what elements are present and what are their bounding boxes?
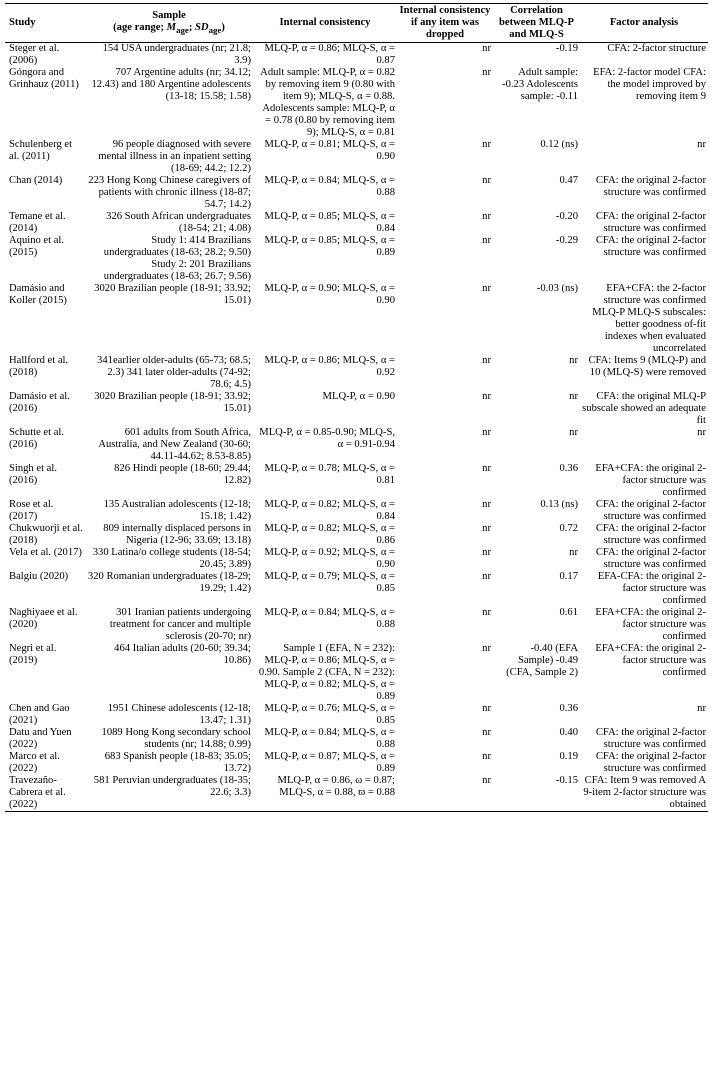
cell-internal-consistency [253, 463, 397, 499]
cell-factor-analysis [580, 499, 708, 523]
cell-study [5, 547, 85, 571]
cell-study [5, 607, 85, 643]
cell-factor-analysis-text: nr [697, 139, 706, 150]
cell-item-dropped [397, 607, 493, 643]
cell-sample-text: 330 Latina/o college students (18-54; 20.45; 3.89) [92, 547, 251, 570]
cell-study [5, 283, 85, 355]
cell-sample [85, 427, 253, 463]
cell-item-dropped-text: nr [482, 139, 491, 150]
cell-study [5, 463, 85, 499]
cell-correlation-text: Adult sample: -0.23 Adolescents sample: -0.11 [502, 67, 578, 102]
cell-sample-text: 326 South African undergraduates (18-54; 21; 4.08) [106, 211, 251, 234]
cell-factor-analysis-text: CFA: the original 2-factor structure was confirmed [595, 547, 706, 570]
cell-sample-text: 135 Australian adolescents (12-18; 15.18; 1.42) [103, 499, 251, 522]
cell-factor-analysis-text: EFA+CFA: the original 2-factor structure was confirmed [595, 643, 706, 678]
table-row [5, 67, 708, 139]
cell-sample [85, 523, 253, 547]
cell-factor-analysis [580, 607, 708, 643]
cell-internal-consistency [253, 727, 397, 751]
cell-study [5, 727, 85, 751]
cell-item-dropped [397, 463, 493, 499]
cell-internal-consistency [253, 211, 397, 235]
cell-internal-consistency-text: MLQ-P, α = 0.84; MLQ-S, α = 0.88 [264, 727, 395, 750]
table-row [5, 607, 708, 643]
cell-correlation-text: 0.19 [559, 751, 578, 762]
cell-factor-analysis-text: CFA: the original 2-factor structure was confirmed [595, 235, 706, 258]
cell-item-dropped [397, 67, 493, 139]
cell-study-text: Datu and Yuen (2022) [9, 727, 72, 750]
cell-internal-consistency [253, 139, 397, 175]
cell-internal-consistency [253, 391, 397, 427]
cell-correlation [493, 571, 580, 607]
cell-factor-analysis [580, 523, 708, 547]
cell-sample-text: 3020 Brazilian people (18-91; 33.92; 15.01) [94, 283, 251, 306]
cell-sample-text: 1089 Hong Kong secondary school students (nr; 14.88; 0.99) [101, 727, 251, 750]
cell-sample [85, 139, 253, 175]
cell-study-text: Travezaño-Cabrera et al. (2022) [9, 775, 66, 810]
cell-study-text: Aquino et al. (2015) [9, 235, 65, 258]
cell-correlation-text: -0.40 (EFA Sample) -0.49 (CFA, Sample 2) [506, 643, 578, 678]
cell-sample-text: Study 1: 414 Brazilians undergraduates (18-63; 28.2; 9.50) [103, 235, 251, 258]
cell-study-text: Singh et al. (2016) [9, 463, 57, 486]
cell-factor-analysis-text: nr [697, 427, 706, 438]
cell-factor-analysis [580, 571, 708, 607]
cell-item-dropped [397, 643, 493, 703]
cell-sample [85, 571, 253, 607]
cell-item-dropped [397, 703, 493, 727]
cell-internal-consistency-text: MLQ-P, α = 0.84; MLQ-S, α = 0.88 [264, 607, 395, 630]
cell-correlation [493, 643, 580, 703]
cell-correlation-text: 0.36 [559, 463, 578, 474]
cell-item-dropped-text: nr [482, 391, 491, 402]
cell-factor-analysis-text: CFA: the original 2-factor structure was confirmed [595, 175, 706, 198]
cell-study-text: Chan (2014) [9, 175, 63, 186]
header-item-dropped: Internal consistency if any item was dropped [399, 5, 491, 40]
cell-item-dropped-text: nr [482, 211, 491, 222]
cell-internal-consistency-text: MLQ-P, α = 0.92; MLQ-S, α = 0.90 [264, 547, 395, 570]
cell-factor-analysis [580, 391, 708, 427]
cell-item-dropped [397, 775, 493, 812]
cell-correlation [493, 727, 580, 751]
cell-sample [85, 499, 253, 523]
cell-correlation-text: nr [569, 391, 578, 402]
cell-item-dropped-text: nr [482, 643, 491, 654]
cell-factor-analysis [580, 283, 708, 355]
cell-item-dropped-text: nr [482, 523, 491, 534]
cell-study-text: Rose et al. (2017) [9, 499, 54, 522]
table-row [5, 427, 708, 463]
cell-correlation-text: nr [569, 547, 578, 558]
cell-internal-consistency-text: MLQ-P, α = 0.86; MLQ-S, α = 0.92 [264, 355, 395, 378]
cell-item-dropped [397, 499, 493, 523]
cell-correlation-text: -0.03 (ns) [536, 283, 578, 294]
cell-internal-consistency-text: Sample 1 (EFA, N = 232): MLQ-P, α = 0.86; MLQ-S, α = 0.90. Sample 2 (CFA, N = 232): MLQ-P, α = 0.82; MLQ-S, α = 0.89 [258, 643, 395, 702]
cell-item-dropped-text: nr [482, 175, 491, 186]
cell-study-text: Góngora and Grinhauz (2011) [9, 67, 79, 90]
cell-item-dropped-text: nr [482, 775, 491, 786]
table-row [5, 139, 708, 175]
cell-factor-analysis [580, 43, 708, 68]
cell-internal-consistency-text: MLQ-P, α = 0.90; MLQ-S, α = 0.90 [264, 283, 395, 306]
cell-item-dropped [397, 391, 493, 427]
cell-sample [85, 43, 253, 68]
cell-factor-analysis-text: CFA: 2-factor structure [607, 43, 706, 54]
header-factor-analysis: Factor analysis [609, 17, 679, 28]
cell-study [5, 499, 85, 523]
cell-factor-analysis [580, 463, 708, 499]
cell-internal-consistency [253, 607, 397, 643]
header-study: Study [9, 17, 36, 28]
cell-internal-consistency [253, 523, 397, 547]
cell-internal-consistency-text: MLQ-P, α = 0.79; MLQ-S, α = 0.85 [264, 571, 395, 594]
table-header-row [5, 4, 708, 43]
cell-factor-analysis [580, 727, 708, 751]
cell-internal-consistency-text: MLQ-P, α = 0.76; MLQ-S, α = 0.85 [264, 703, 395, 726]
cell-factor-analysis [580, 427, 708, 463]
cell-sample [85, 463, 253, 499]
cell-internal-consistency [253, 175, 397, 211]
cell-factor-analysis-text: CFA: the original 2-factor structure was confirmed [595, 523, 706, 546]
cell-study [5, 355, 85, 391]
cell-correlation [493, 283, 580, 355]
cell-factor-analysis-text: CFA: Item 9 was removed A 9-item 2-factor structure was obtained [583, 775, 706, 810]
cell-item-dropped [397, 283, 493, 355]
cell-correlation-text: nr [569, 427, 578, 438]
cell-correlation [493, 751, 580, 775]
cell-sample-text: 96 people diagnosed with severe mental illness in an inpatient setting (18-69; 44.2; 12.2) [98, 139, 251, 174]
cell-factor-analysis-text: EFA: 2-factor model CFA: the model improved by removing item 9 [593, 67, 706, 102]
cell-item-dropped [397, 235, 493, 283]
cell-correlation [493, 175, 580, 211]
cell-sample-text: 707 Argentine adults (nr; 34.12; 12.43) and 180 Argentine adolescents (13-18; 15.58; 1.58) [91, 67, 251, 102]
cell-sample-text: 223 Hong Kong Chinese caregivers of patients with chronic illness (18-87; 54.7; 14.2) [88, 175, 251, 210]
cell-study [5, 139, 85, 175]
cell-sample [85, 727, 253, 751]
cell-internal-consistency [253, 571, 397, 607]
cell-sample-text: 301 Iranian patients undergoing treatment for cancer and multiple sclerosis (20-70; nr) [109, 607, 251, 642]
table-row [5, 355, 708, 391]
cell-item-dropped-text: nr [482, 283, 491, 294]
cell-factor-analysis-text: CFA: the original 2-factor structure was confirmed [595, 211, 706, 234]
table-row [5, 175, 708, 211]
cell-study-text: Balgiu (2020) [9, 571, 69, 582]
table-row [5, 391, 708, 427]
table-row [5, 727, 708, 751]
cell-internal-consistency [253, 427, 397, 463]
cell-study [5, 643, 85, 703]
cell-sample-text: 826 Hindi people (18-60; 29.44; 12.82) [114, 463, 251, 486]
cell-item-dropped [397, 547, 493, 571]
cell-internal-consistency-text: MLQ-P, α = 0.86, ω = 0.87; MLQ-S, α = 0.88, ϖ = 0.88 [277, 775, 395, 798]
cell-factor-analysis-text: EFA+CFA: the original 2-factor structure was confirmed [595, 607, 706, 642]
cell-internal-consistency-text: MLQ-P, α = 0.85-0.90; MLQ-S, α = 0.91-0.94 [259, 427, 395, 450]
cell-factor-analysis [580, 703, 708, 727]
cell-internal-consistency-text: MLQ-P, α = 0.84; MLQ-S, α = 0.88 [264, 175, 395, 198]
cell-factor-analysis-text: nr [697, 703, 706, 714]
cell-sample-text: 601 adults from South Africa, Australia, and New Zealand (30-60; 44.11-44.62; 8.53-8.85) [98, 427, 251, 462]
cell-study [5, 775, 85, 812]
cell-sample-text: 683 Spanish people (18-83; 35.05; 13.72) [104, 751, 251, 774]
cell-correlation [493, 139, 580, 175]
cell-internal-consistency-text: MLQ-P, α = 0.85; MLQ-S, α = 0.84 [264, 211, 395, 234]
header-sample-sub: (age range; $M_{age}$; $SD_{age}$) [113, 21, 225, 36]
table-row [5, 211, 708, 235]
cell-study-text: Marco et al. (2022) [9, 751, 60, 774]
cell-internal-consistency [253, 355, 397, 391]
cell-internal-consistency-text: MLQ-P, α = 0.86; MLQ-S, α = 0.87 [264, 43, 395, 66]
cell-correlation [493, 463, 580, 499]
cell-correlation-text: -0.15 [555, 775, 578, 786]
cell-sample [85, 391, 253, 427]
cell-item-dropped [397, 727, 493, 751]
cell-sample [85, 67, 253, 139]
cell-sample-text-2: Study 2: 201 Brazilians undergraduates (18-63; 26.7; 9.56) [103, 259, 251, 282]
cell-item-dropped [397, 43, 493, 68]
cell-item-dropped-text: nr [482, 703, 491, 714]
cell-internal-consistency-text: MLQ-P, α = 0.81; MLQ-S, α = 0.90 [264, 139, 395, 162]
cell-correlation-text: 0.61 [559, 607, 578, 618]
cell-study [5, 67, 85, 139]
header-sample-label: Sample [152, 9, 186, 21]
cell-item-dropped-text: nr [482, 499, 491, 510]
cell-correlation [493, 355, 580, 391]
cell-factor-analysis [580, 211, 708, 235]
cell-study [5, 43, 85, 68]
cell-correlation [493, 211, 580, 235]
cell-item-dropped-text: nr [482, 463, 491, 474]
cell-correlation [493, 607, 580, 643]
table-row [5, 283, 708, 355]
cell-sample-text: 320 Romanian undergraduates (18-29; 19.29; 1.42) [87, 571, 251, 594]
cell-factor-analysis-text: CFA: the original 2-factor structure was confirmed [595, 751, 706, 774]
cell-study-text: Schutte et al. (2016) [9, 427, 65, 450]
cell-sample [85, 283, 253, 355]
table-row [5, 703, 708, 727]
cell-item-dropped-text: nr [482, 547, 491, 558]
cell-item-dropped [397, 211, 493, 235]
cell-correlation [493, 391, 580, 427]
cell-sample-text: 341earlier older-adults (65-73; 68.5; 2.3) 341 later older-adults (74-92; 78.6; 4.5) [97, 355, 251, 390]
cell-study [5, 703, 85, 727]
cell-correlation-text: 0.17 [559, 571, 578, 582]
cell-internal-consistency-text: MLQ-P, α = 0.78; MLQ-S, α = 0.81 [264, 463, 395, 486]
cell-item-dropped [397, 427, 493, 463]
cell-internal-consistency [253, 43, 397, 68]
cell-item-dropped-text: nr [482, 727, 491, 738]
cell-correlation-text: nr [569, 355, 578, 366]
cell-item-dropped [397, 571, 493, 607]
cell-correlation-text: 0.47 [559, 175, 578, 186]
cell-sample-text: 1951 Chinese adolescents (12-18; 13.47; 1.31) [107, 703, 251, 726]
cell-item-dropped-text: nr [482, 607, 491, 618]
cell-study-text: Negri et al. (2019) [9, 643, 57, 666]
cell-sample [85, 175, 253, 211]
cell-correlation [493, 499, 580, 523]
cell-sample-text: 3020 Brazilian people (18-91; 33.92; 15.01) [94, 391, 251, 414]
table-row [5, 499, 708, 523]
cell-correlation-text: 0.36 [559, 703, 578, 714]
cell-internal-consistency-text: MLQ-P, α = 0.85; MLQ-S, α = 0.89 [264, 235, 395, 258]
cell-internal-consistency [253, 751, 397, 775]
mlq-studies-table [5, 3, 708, 812]
cell-factor-analysis-text: CFA: the original MLQ-P subscale showed an adequate fit [582, 391, 706, 426]
cell-study-text: Hallford et al. (2018) [9, 355, 69, 378]
cell-factor-analysis [580, 235, 708, 283]
cell-internal-consistency [253, 235, 397, 283]
cell-item-dropped-text: nr [482, 571, 491, 582]
cell-internal-consistency [253, 67, 397, 139]
cell-factor-analysis [580, 175, 708, 211]
cell-study-text: Temane et al. (2014) [9, 211, 66, 234]
cell-sample [85, 235, 253, 283]
cell-correlation-text: -0.20 [555, 211, 578, 222]
cell-study-text: Chukwuorji et al. (2018) [9, 523, 83, 546]
cell-correlation-text: -0.29 [555, 235, 578, 246]
cell-sample [85, 751, 253, 775]
cell-item-dropped [397, 139, 493, 175]
cell-study-text: Naghiyaee et al. (2020) [9, 607, 78, 630]
cell-internal-consistency-text: MLQ-P, α = 0.82; MLQ-S, α = 0.84 [264, 499, 395, 522]
cell-internal-consistency-text: Adult sample: MLQ-P, α = 0.82 by removing item 9 (0.80 with item 9); MLQ-S, α = 0.88. Adolescents sample: MLQ-P, α = 0.78 (0.80 by removing item 9); MLQ-S, α = 0.81 [260, 67, 395, 138]
cell-study [5, 427, 85, 463]
cell-item-dropped-text: nr [482, 751, 491, 762]
cell-factor-analysis-text: EFA+CFA: the original 2-factor structure was confirmed [595, 463, 706, 498]
cell-internal-consistency [253, 643, 397, 703]
cell-correlation-text: 0.40 [559, 727, 578, 738]
cell-internal-consistency [253, 283, 397, 355]
header-internal-consistency: Internal consistency [279, 17, 371, 28]
cell-correlation [493, 775, 580, 812]
table-row [5, 643, 708, 703]
cell-study-text: Chen and Gao (2021) [9, 703, 70, 726]
cell-correlation-text: 0.12 (ns) [540, 139, 578, 150]
cell-item-dropped-text: nr [482, 235, 491, 246]
cell-study-text: Vela et al. (2017) [9, 547, 82, 558]
cell-item-dropped [397, 175, 493, 211]
cell-factor-analysis [580, 67, 708, 139]
table-row [5, 43, 708, 68]
cell-study [5, 175, 85, 211]
cell-correlation-text: 0.72 [559, 523, 578, 534]
cell-item-dropped-text: nr [482, 67, 491, 78]
cell-study [5, 571, 85, 607]
cell-factor-analysis [580, 139, 708, 175]
cell-internal-consistency-text: MLQ-P, α = 0.82; MLQ-S, α = 0.86 [264, 523, 395, 546]
cell-item-dropped [397, 355, 493, 391]
cell-sample [85, 703, 253, 727]
cell-study [5, 751, 85, 775]
cell-study [5, 211, 85, 235]
cell-correlation [493, 67, 580, 139]
header-sample [85, 4, 253, 43]
cell-factor-analysis [580, 355, 708, 391]
cell-correlation [493, 427, 580, 463]
cell-correlation [493, 547, 580, 571]
table-row [5, 235, 708, 283]
table-row [5, 775, 708, 812]
cell-sample-text: 464 Italian adults (20-60; 39.34; 10.86) [114, 643, 251, 666]
cell-sample-text: 581 Peruvian undergraduates (18-35; 22.6; 3.3) [93, 775, 251, 798]
table-row [5, 751, 708, 775]
cell-internal-consistency [253, 547, 397, 571]
cell-item-dropped [397, 523, 493, 547]
cell-study-text: Damásio and Koller (2015) [9, 283, 67, 306]
cell-factor-analysis-text: CFA: the original 2-factor structure was confirmed [595, 727, 706, 750]
cell-correlation-text: 0.13 (ns) [540, 499, 578, 510]
cell-factor-analysis-text: EFA+CFA: the 2-factor structure was confirmed MLQ-P MLQ-S subscales: better goodness of-fit indexes when evaluated uncorrelated [592, 283, 706, 354]
cell-internal-consistency [253, 703, 397, 727]
cell-correlation [493, 523, 580, 547]
cell-factor-analysis [580, 751, 708, 775]
table-row [5, 571, 708, 607]
cell-correlation [493, 235, 580, 283]
table-row [5, 547, 708, 571]
cell-internal-consistency-text: MLQ-P, α = 0.87; MLQ-S, α = 0.89 [264, 751, 395, 774]
cell-sample-text: 809 internally displaced persons in Nigeria (12-96; 33.69; 13.18) [103, 523, 251, 546]
cell-sample [85, 775, 253, 812]
cell-correlation-text: -0.19 [555, 43, 578, 54]
cell-study [5, 235, 85, 283]
cell-internal-consistency-text: MLQ-P, α = 0.90 [322, 391, 395, 402]
table-row [5, 523, 708, 547]
cell-sample-text: 154 USA undergraduates (nr; 21.8; 3.9) [102, 43, 251, 66]
cell-item-dropped-text: nr [482, 427, 491, 438]
cell-sample [85, 547, 253, 571]
cell-study [5, 391, 85, 427]
cell-item-dropped-text: nr [482, 355, 491, 366]
cell-sample [85, 607, 253, 643]
cell-factor-analysis [580, 775, 708, 812]
cell-sample [85, 211, 253, 235]
cell-internal-consistency [253, 499, 397, 523]
cell-factor-analysis-text: CFA: the original 2-factor structure was confirmed [595, 499, 706, 522]
cell-factor-analysis [580, 643, 708, 703]
cell-factor-analysis [580, 547, 708, 571]
cell-study-text: Steger et al. (2006) [9, 43, 60, 66]
cell-sample [85, 643, 253, 703]
table-row [5, 463, 708, 499]
cell-item-dropped-text: nr [482, 43, 491, 54]
cell-item-dropped [397, 751, 493, 775]
cell-factor-analysis-text: CFA: Items 9 (MLQ-P) and 10 (MLQ-S) were removed [588, 355, 706, 378]
cell-correlation [493, 703, 580, 727]
cell-study-text: Schulenberg et al. (2011) [9, 139, 73, 162]
header-correlation: Correlation between MLQ-P and MLQ-S [498, 5, 575, 40]
cell-sample [85, 355, 253, 391]
cell-study [5, 523, 85, 547]
cell-factor-analysis-text: EFA-CFA: the original 2-factor structure was confirmed [597, 571, 706, 606]
cell-study-text: Damásio et al. (2016) [9, 391, 70, 414]
cell-internal-consistency [253, 775, 397, 812]
cell-correlation [493, 43, 580, 68]
